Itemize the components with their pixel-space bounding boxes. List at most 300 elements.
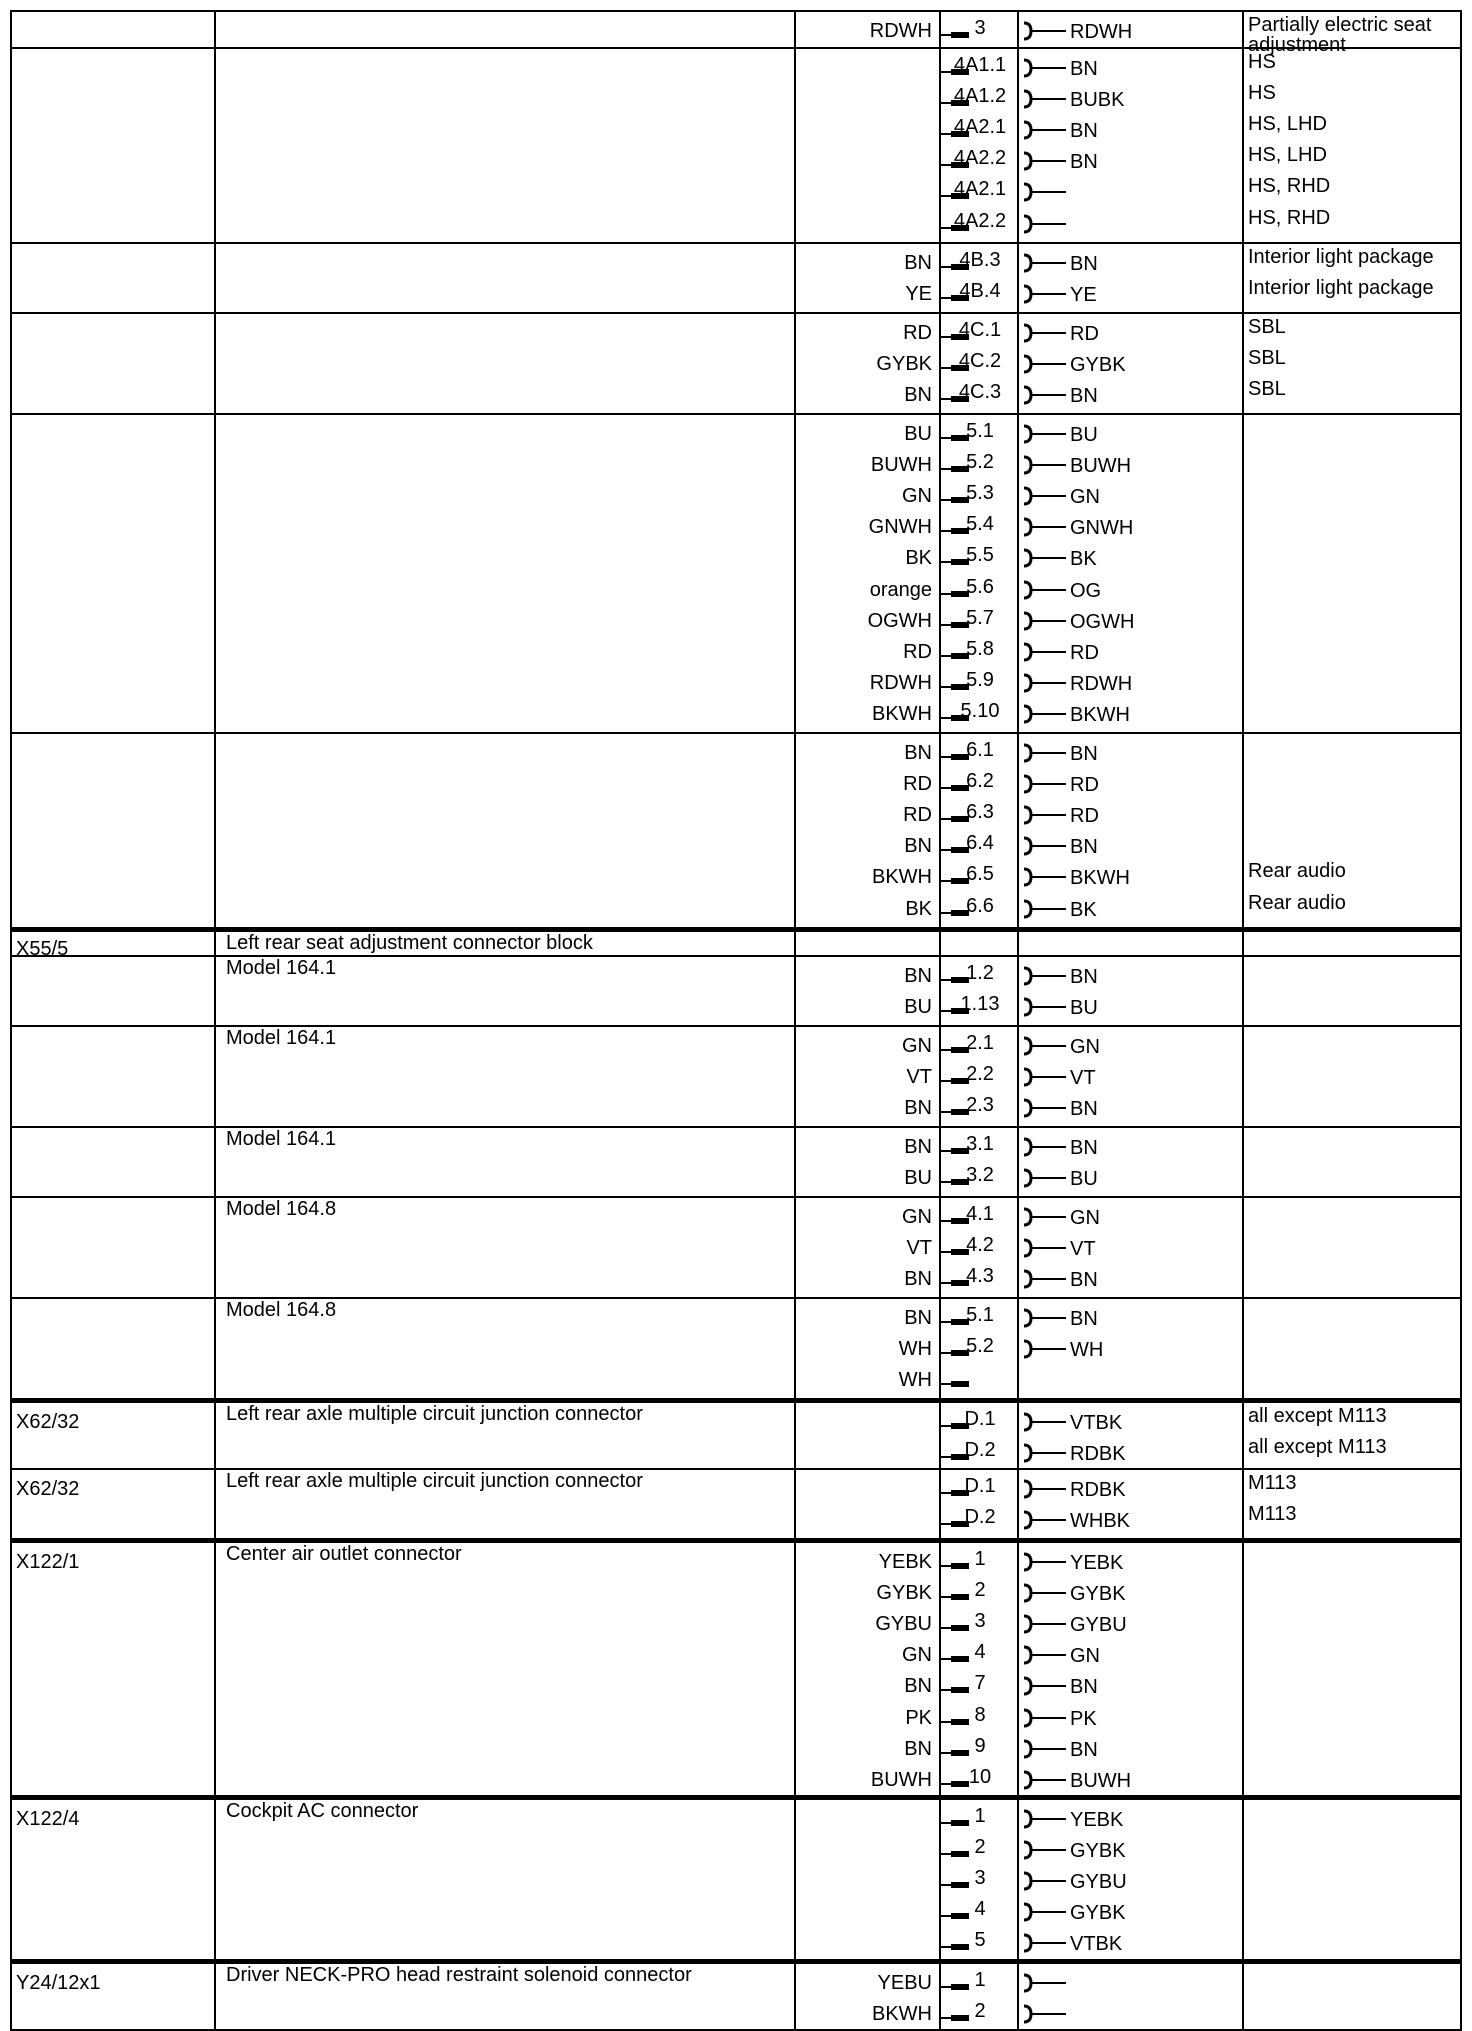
pin-note: Interior light package [1248, 277, 1434, 300]
wire-color-out: WHBK [1070, 1510, 1130, 1533]
wire-color-in: GYBU [875, 1613, 932, 1636]
pin-number: D.2 [964, 1439, 996, 1462]
column-divider [1242, 1800, 1244, 1959]
pin-number: 6.1 [966, 739, 994, 761]
wire-color-out: RD [1070, 805, 1099, 828]
wire-color-in: RD [903, 773, 932, 796]
pin-number: 4A2.2 [953, 209, 1007, 232]
socket-icon [1022, 1338, 1068, 1360]
pin-number: 3.1 [966, 1133, 994, 1155]
pin-number: D.1 [964, 1408, 996, 1430]
connector-group [10, 49, 1462, 244]
wire-color-in: BKWH [872, 866, 932, 889]
column-divider [214, 1128, 216, 1196]
wire-color-out: VT [1070, 1238, 1096, 1261]
column-divider [214, 1800, 216, 1959]
wire-color-in: BN [904, 384, 932, 407]
wire-color-out: YEBK [1070, 1552, 1124, 1574]
socket-icon [1022, 1442, 1068, 1464]
wire-color-out: GYBK [1070, 354, 1126, 377]
wire-color-in: RD [903, 322, 932, 344]
wire-color-out: RD [1070, 774, 1099, 797]
wire-color-out: GYBK [1070, 1902, 1126, 1925]
wire-color-out: RDWH [1070, 672, 1133, 695]
pin-number: 4C.2 [958, 350, 1002, 373]
wire-color-out: BN [1070, 836, 1098, 859]
wire-color-out: YEBK [1070, 1809, 1124, 1831]
socket-icon [1022, 322, 1068, 344]
wire-color-out: GNWH [1070, 517, 1134, 540]
wire-color-in: PK [905, 1706, 932, 1729]
wire-color-out: OG [1070, 579, 1102, 602]
socket-icon [1022, 1675, 1068, 1697]
pin-note: Interior light package [1248, 246, 1434, 268]
connector-group [10, 1198, 1462, 1299]
wire-color-out: BN [1070, 1738, 1098, 1761]
column-divider [794, 1299, 796, 1398]
pin-number: 2.2 [966, 1063, 994, 1086]
pin-number: 3 [974, 1610, 986, 1633]
socket-icon [1022, 57, 1068, 79]
wire-color-out: BUBK [1070, 89, 1125, 112]
socket-icon [1022, 213, 1068, 235]
wire-color-in: VT [906, 1237, 932, 1260]
column-divider [794, 1403, 796, 1468]
connector-code: X122/1 [16, 1551, 80, 1573]
wire-color-in: WH [898, 1338, 932, 1361]
wire-color-out: BN [1070, 966, 1098, 988]
connector-code: X62/32 [16, 1411, 80, 1433]
wire-color-in: BN [904, 1675, 932, 1698]
pin-number: 5 [974, 1929, 986, 1952]
pin-number: 7 [974, 1672, 986, 1695]
connector-group [10, 1470, 1462, 1540]
pin-number: 4A2.2 [953, 147, 1007, 170]
column-divider [1242, 1403, 1244, 1468]
wire-color-in: RDWH [869, 20, 932, 42]
pin-number: 5.1 [966, 420, 994, 442]
wire-color-out: BUWH [1070, 1769, 1132, 1792]
column-divider [214, 957, 216, 1025]
wire-color-in: BKWH [872, 702, 932, 725]
column-divider [1242, 1299, 1244, 1398]
socket-icon [1022, 672, 1068, 694]
wire-color-out: GN [1070, 1645, 1100, 1668]
socket-icon [1022, 996, 1068, 1018]
pin-number: 4 [974, 1898, 986, 1921]
column-divider [794, 1800, 796, 1959]
column-divider [1242, 1964, 1244, 2029]
wire-color-in: BN [904, 1136, 932, 1158]
wire-color-in: BU [904, 1167, 932, 1190]
wire-color-out: BUWH [1070, 455, 1132, 478]
socket-icon [1022, 1870, 1068, 1892]
wire-color-out: RD [1070, 323, 1099, 345]
column-divider [794, 1027, 796, 1126]
wire-color-in: BN [904, 835, 932, 858]
column-divider [214, 1543, 216, 1795]
socket-icon [1022, 1644, 1068, 1666]
wire-color-out: BN [1070, 385, 1098, 408]
socket-icon [1022, 835, 1068, 857]
connector-description: Model 164.8 [226, 1299, 337, 1321]
column-divider [214, 244, 216, 312]
pin-number: 4B.3 [959, 249, 1001, 271]
socket-icon [1022, 1738, 1068, 1760]
socket-icon [1022, 150, 1068, 172]
socket-icon [1022, 773, 1068, 795]
wire-color-in: BK [905, 897, 932, 920]
pin-number: 3 [974, 17, 986, 39]
wire-color-in: BN [904, 1737, 932, 1760]
connector-group [10, 1961, 1462, 2031]
connector-group [10, 415, 1462, 734]
pin-number: 5.9 [966, 668, 994, 691]
socket-icon [1022, 516, 1068, 538]
column-divider [1242, 1128, 1244, 1196]
wire-color-in: GYBK [876, 353, 932, 376]
pin-note: Rear audio [1248, 860, 1346, 883]
wire-color-in: YEBK [878, 1551, 932, 1573]
socket-icon [1022, 1307, 1068, 1329]
connector-group [10, 1797, 1462, 1961]
socket-icon [1022, 2003, 1068, 2025]
pin-note: HS, LHD [1248, 144, 1327, 167]
wire-color-out: VT [1070, 1067, 1096, 1090]
socket-icon [1022, 703, 1068, 725]
socket-icon [1022, 1932, 1068, 1954]
connector-code: X55/5 [16, 938, 69, 960]
connector-description: Model 164.8 [226, 1198, 337, 1220]
pin-number: 6.3 [966, 801, 994, 824]
wire-color-in: BN [904, 252, 932, 274]
pin-note: SBL [1248, 316, 1286, 338]
column-divider [214, 1299, 216, 1398]
pin-number: 1.2 [966, 962, 994, 984]
pin-note: HS [1248, 51, 1276, 73]
wire-color-in: RDWH [869, 671, 932, 694]
wire-color-out: YE [1070, 284, 1097, 307]
wire-color-in: GN [902, 1035, 932, 1057]
pin-number: 10 [968, 1765, 992, 1788]
column-divider [1242, 49, 1244, 242]
connector-group [10, 1027, 1462, 1128]
socket-icon [1022, 1035, 1068, 1057]
connector-group [10, 929, 1462, 960]
connector-code: X122/4 [16, 1808, 80, 1830]
socket-icon [1022, 1411, 1068, 1433]
socket-icon [1022, 1237, 1068, 1259]
column-divider [794, 244, 796, 312]
pin-number: 5.8 [966, 637, 994, 660]
connector-description: Left rear seat adjustment connector block [226, 932, 593, 954]
wire-color-in: VT [906, 1066, 932, 1089]
wire-color-out: BN [1070, 1269, 1098, 1292]
wire-color-out: BU [1070, 1168, 1098, 1191]
pin-number: 2.1 [966, 1032, 994, 1054]
wire-color-in: YEBU [877, 1972, 932, 1994]
pin-number: 5.3 [966, 482, 994, 505]
wire-color-out: GYBU [1070, 1614, 1127, 1637]
pin-note: all except M113 [1248, 1436, 1387, 1459]
pin-number: 6.4 [966, 832, 994, 855]
socket-icon [1022, 1707, 1068, 1729]
socket-icon [1022, 610, 1068, 632]
connector-group [10, 10, 1462, 56]
pin-number: 4.2 [966, 1234, 994, 1257]
pin-number: 5.10 [960, 699, 1000, 722]
wire-color-out: WH [1070, 1339, 1104, 1362]
socket-icon [1022, 1268, 1068, 1290]
column-divider [794, 1964, 796, 2029]
wire-color-in: BN [904, 965, 932, 987]
socket-icon [1022, 1808, 1068, 1830]
column-divider [1017, 932, 1019, 955]
wire-color-out: BN [1070, 120, 1098, 143]
wire-color-out: BN [1070, 1676, 1098, 1699]
wire-color-out: BN [1070, 1137, 1098, 1159]
pin-number: 1 [974, 1969, 986, 1991]
pin-note: SBL [1248, 378, 1286, 401]
socket-icon [1022, 1613, 1068, 1635]
wire-color-in: BU [904, 996, 932, 1019]
column-divider [1242, 244, 1244, 312]
pin-note: HS [1248, 82, 1276, 105]
pin-number: 5.6 [966, 575, 994, 598]
socket-icon [1022, 1901, 1068, 1923]
pin-note: Rear audio [1248, 891, 1346, 914]
column-divider [1242, 12, 1244, 47]
wire-color-in: GN [902, 1206, 932, 1228]
connector-description: Center air outlet connector [226, 1543, 462, 1565]
socket-icon [1022, 20, 1068, 42]
wire-color-out: RDWH [1070, 21, 1133, 43]
socket-icon [1022, 1478, 1068, 1500]
connector-description: Model 164.1 [226, 957, 337, 979]
column-divider [1242, 1543, 1244, 1795]
pin-number: 6.5 [966, 863, 994, 886]
pin-note: Partially electric seat adjustment [1248, 14, 1432, 56]
column-divider [794, 932, 796, 955]
pin-note: SBL [1248, 347, 1286, 370]
socket-icon [1022, 866, 1068, 888]
pin-number: 8 [974, 1703, 986, 1726]
column-divider [214, 1964, 216, 2029]
wire-color-out: BU [1070, 424, 1098, 446]
pin-number: D.1 [964, 1475, 996, 1497]
plug-pin-icon [940, 1375, 970, 1389]
wire-color-out: GN [1070, 1207, 1100, 1229]
pin-number: 3.2 [966, 1164, 994, 1187]
socket-icon [1022, 1769, 1068, 1791]
pin-number: 4C.1 [958, 319, 1002, 341]
column-divider [1242, 734, 1244, 927]
wire-color-in: RD [903, 804, 932, 827]
wire-color-out: OGWH [1070, 610, 1135, 633]
wire-color-out: BN [1070, 253, 1098, 275]
socket-icon [1022, 742, 1068, 764]
connector-description: Left rear axle multiple circuit junction connector [226, 1403, 643, 1425]
wire-color-out: BKWH [1070, 867, 1130, 890]
pin-number: 2 [974, 2000, 986, 2023]
column-divider [214, 314, 216, 413]
wire-color-in: orange [869, 578, 932, 601]
wire-color-in: WH [898, 1369, 932, 1392]
pin-number: 9 [974, 1734, 986, 1757]
wire-color-in: BK [905, 547, 932, 570]
socket-icon [1022, 252, 1068, 274]
wire-color-out: VTBK [1070, 1933, 1123, 1956]
connector-code: Y24/12x1 [16, 1972, 101, 1994]
socket-icon [1022, 547, 1068, 569]
pin-note: HS, RHD [1248, 206, 1331, 229]
column-divider [214, 932, 216, 955]
wire-color-in: OGWH [867, 609, 932, 632]
wire-color-in: BKWH [872, 2003, 932, 2026]
pin-number: 4A1.2 [953, 85, 1007, 108]
pin-number: 1 [974, 1548, 986, 1570]
wire-color-out: BK [1070, 898, 1097, 921]
column-divider [794, 1470, 796, 1538]
connector-description: Left rear axle multiple circuit junction connector [226, 1470, 643, 1492]
column-divider [794, 957, 796, 1025]
pin-number: 6.2 [966, 770, 994, 793]
wire-color-out: VTBK [1070, 1412, 1123, 1434]
socket-icon [1022, 88, 1068, 110]
wire-color-out: GYBU [1070, 1871, 1127, 1894]
column-divider [214, 415, 216, 732]
socket-icon [1022, 283, 1068, 305]
column-divider [794, 1543, 796, 1795]
pin-number: 5.7 [966, 606, 994, 629]
connector-group [10, 1540, 1462, 1797]
pin-number: 2 [974, 1579, 986, 1602]
connector-group [10, 314, 1462, 415]
column-divider [794, 1128, 796, 1196]
socket-icon [1022, 454, 1068, 476]
socket-icon [1022, 1136, 1068, 1158]
pin-number: D.2 [964, 1506, 996, 1529]
column-divider [794, 12, 796, 47]
wire-color-out: BN [1070, 1308, 1098, 1330]
pin-number: 3 [974, 1867, 986, 1890]
socket-icon [1022, 1167, 1068, 1189]
pin-note: HS, RHD [1248, 175, 1331, 198]
column-divider [794, 49, 796, 242]
pin-number: 4B.4 [959, 280, 1001, 303]
column-divider [1242, 1027, 1244, 1126]
wire-color-out: BK [1070, 548, 1097, 571]
pin-number: 4A2.1 [953, 178, 1007, 201]
wire-color-out: RDBK [1070, 1443, 1126, 1466]
wire-color-in: BUWH [870, 454, 932, 477]
wire-color-in: GNWH [868, 516, 932, 539]
wire-color-out: GYBK [1070, 1583, 1126, 1606]
socket-icon [1022, 1582, 1068, 1604]
pin-note: M113 [1248, 1503, 1297, 1526]
column-divider [214, 1198, 216, 1297]
column-divider [1242, 415, 1244, 732]
socket-icon [1022, 384, 1068, 406]
connector-group [10, 1299, 1462, 1400]
wire-color-out: BKWH [1070, 703, 1130, 726]
wire-color-out: BN [1070, 1098, 1098, 1121]
socket-icon [1022, 1839, 1068, 1861]
connector-group [10, 734, 1462, 929]
socket-icon [1022, 1206, 1068, 1228]
socket-icon [1022, 641, 1068, 663]
socket-icon [1022, 1066, 1068, 1088]
connector-description: Cockpit AC connector [226, 1800, 419, 1822]
pin-number: 6.6 [966, 894, 994, 917]
pin-number: 4C.3 [958, 381, 1002, 404]
wire-color-out: GYBK [1070, 1840, 1126, 1863]
wire-color-in: GYBK [876, 1582, 932, 1605]
pin-number: 5.5 [966, 544, 994, 567]
column-divider [214, 12, 216, 47]
column-divider [794, 314, 796, 413]
pin-note: M113 [1248, 1472, 1297, 1494]
wire-color-out: BN [1070, 58, 1098, 80]
socket-icon [1022, 181, 1068, 203]
pin-number: 5.4 [966, 513, 994, 536]
socket-icon [1022, 804, 1068, 826]
wiring-connector-table [10, 10, 1462, 2026]
column-divider [794, 734, 796, 927]
column-divider [1242, 314, 1244, 413]
wire-color-in: BN [904, 1307, 932, 1329]
wire-color-in: BUWH [870, 1768, 932, 1791]
socket-icon [1022, 1097, 1068, 1119]
column-divider [214, 1403, 216, 1468]
column-divider [214, 734, 216, 927]
column-divider [1242, 1470, 1244, 1538]
socket-icon [1022, 579, 1068, 601]
connector-group [10, 1400, 1462, 1470]
pin-number: 1 [974, 1805, 986, 1827]
pin-number: 4 [974, 1641, 986, 1664]
pin-number: 4A2.1 [953, 116, 1007, 139]
socket-icon [1022, 1551, 1068, 1573]
pin-number: 2.3 [966, 1094, 994, 1117]
wire-color-in: GN [902, 485, 932, 508]
pin-number: 4.1 [966, 1203, 994, 1225]
connector-description: Model 164.1 [226, 1128, 337, 1150]
socket-icon [1022, 119, 1068, 141]
pin-number: 5.1 [966, 1304, 994, 1326]
socket-icon [1022, 423, 1068, 445]
socket-icon [1022, 353, 1068, 375]
pin-number: 4A1.1 [953, 54, 1007, 76]
column-divider [939, 932, 941, 955]
wire-color-out: GN [1070, 1036, 1100, 1058]
pin-number: 1.13 [960, 993, 1000, 1016]
wire-color-out: BU [1070, 997, 1098, 1020]
wire-color-out: BN [1070, 151, 1098, 174]
wire-color-in: BN [904, 1097, 932, 1120]
pin-note: all except M113 [1248, 1405, 1387, 1427]
socket-icon [1022, 965, 1068, 987]
connector-group [10, 957, 1462, 1027]
column-divider [794, 1198, 796, 1297]
connector-description: Driver NECK-PRO head restraint solenoid connector [226, 1964, 692, 1986]
column-divider [214, 49, 216, 242]
wire-color-out: PK [1070, 1707, 1097, 1730]
column-divider [1242, 932, 1244, 955]
connector-group [10, 244, 1462, 314]
wire-color-in: YE [905, 283, 932, 306]
connector-group [10, 1128, 1462, 1198]
